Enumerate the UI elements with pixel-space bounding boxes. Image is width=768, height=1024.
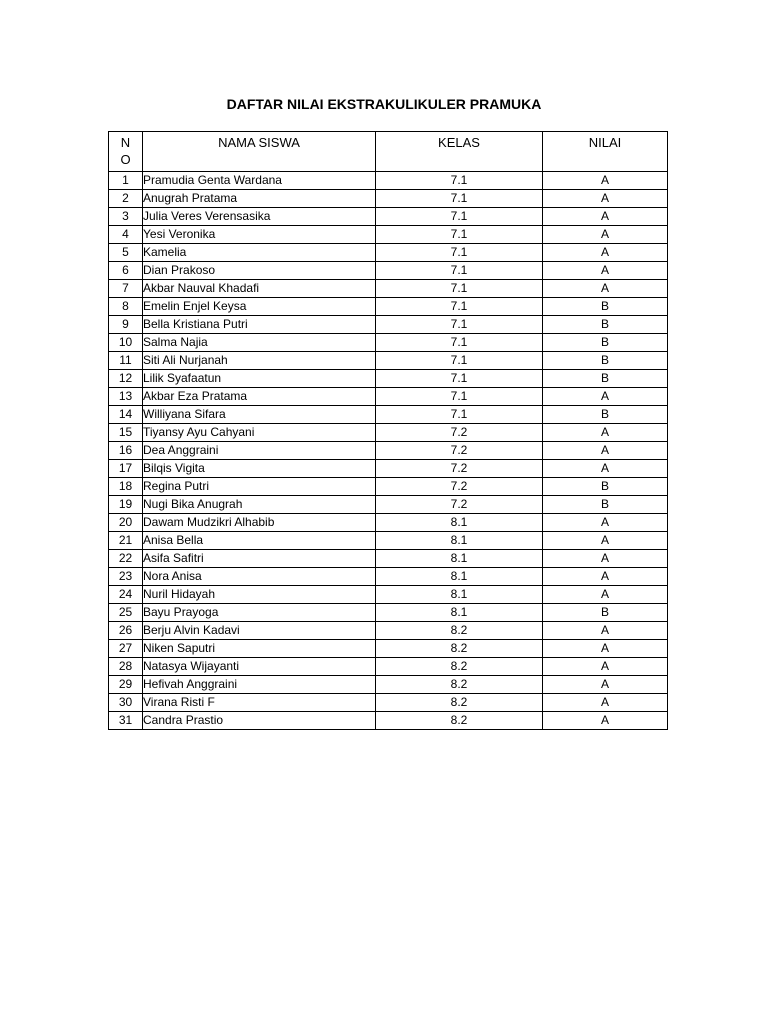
cell-kelas: 8.2 [376,712,543,730]
cell-nilai: A [543,442,668,460]
cell-nilai: A [543,568,668,586]
table-row [109,622,668,640]
table-row [109,568,668,586]
cell-kelas: 7.1 [376,280,543,298]
cell-no: 30 [109,694,143,712]
table-row [109,586,668,604]
cell-nilai: B [543,604,668,622]
cell-nama-siswa: Hefivah Anggraini [143,676,376,694]
cell-nilai: A [543,694,668,712]
table-row [109,676,668,694]
cell-nama-siswa: Emelin Enjel Keysa [143,298,376,316]
table-row [109,298,668,316]
cell-nilai: B [543,478,668,496]
table-row [109,694,668,712]
table-row [109,496,668,514]
table-body [109,172,668,730]
cell-nama-siswa: Tiyansy Ayu Cahyani [143,424,376,442]
cell-no: 13 [109,388,143,406]
header-nama-siswa: NAMA SISWA [143,132,376,172]
cell-nilai: A [543,658,668,676]
cell-nama-siswa: Dawam Mudzikri Alhabib [143,514,376,532]
cell-no: 24 [109,586,143,604]
cell-nilai: B [543,316,668,334]
cell-no: 25 [109,604,143,622]
cell-no: 10 [109,334,143,352]
table-header [109,132,668,172]
cell-kelas: 7.1 [376,406,543,424]
cell-kelas: 8.2 [376,640,543,658]
cell-nilai: A [543,262,668,280]
cell-kelas: 7.1 [376,316,543,334]
cell-nilai: A [543,388,668,406]
table-row [109,640,668,658]
cell-nama-siswa: Akbar Eza Pratama [143,388,376,406]
table-row [109,442,668,460]
cell-no: 4 [109,226,143,244]
cell-nilai: B [543,334,668,352]
cell-nama-siswa: Nuril Hidayah [143,586,376,604]
cell-no: 18 [109,478,143,496]
cell-no: 3 [109,208,143,226]
cell-kelas: 7.1 [376,388,543,406]
cell-no: 19 [109,496,143,514]
table-row [109,658,668,676]
cell-nilai: A [543,712,668,730]
cell-kelas: 7.1 [376,244,543,262]
header-no [109,132,143,172]
cell-no: 15 [109,424,143,442]
cell-kelas: 7.1 [376,298,543,316]
cell-nama-siswa: Asifa Safitri [143,550,376,568]
cell-kelas: 8.1 [376,586,543,604]
cell-nilai: A [543,424,668,442]
cell-nilai: B [543,352,668,370]
table-row [109,514,668,532]
cell-no: 14 [109,406,143,424]
cell-nilai: A [543,172,668,190]
header-kelas: KELAS [376,132,543,172]
cell-nama-siswa: Nora Anisa [143,568,376,586]
table-row [109,550,668,568]
cell-no: 31 [109,712,143,730]
header-nilai: NILAI [543,132,668,172]
table-row [109,334,668,352]
cell-nama-siswa: Berju Alvin Kadavi [143,622,376,640]
cell-kelas: 8.2 [376,622,543,640]
cell-no: 29 [109,676,143,694]
table-row [109,406,668,424]
cell-nilai: A [543,280,668,298]
cell-nama-siswa: Bilqis Vigita [143,460,376,478]
cell-nilai: A [543,208,668,226]
cell-kelas: 8.2 [376,676,543,694]
cell-no: 26 [109,622,143,640]
cell-kelas: 7.1 [376,334,543,352]
cell-nama-siswa: Pramudia Genta Wardana [143,172,376,190]
table-row [109,226,668,244]
table-row [109,244,668,262]
cell-nama-siswa: Anugrah Pratama [143,190,376,208]
table-row [109,460,668,478]
cell-kelas: 7.2 [376,478,543,496]
cell-nama-siswa: Anisa Bella [143,532,376,550]
cell-no: 23 [109,568,143,586]
cell-nilai: A [543,550,668,568]
cell-nilai: A [543,586,668,604]
cell-nama-siswa: Julia Veres Verensasika [143,208,376,226]
cell-kelas: 7.1 [376,208,543,226]
table-row [109,280,668,298]
header-no-line2: O [120,152,131,167]
table-row [109,712,668,730]
cell-no: 16 [109,442,143,460]
cell-no: 28 [109,658,143,676]
table-row [109,388,668,406]
cell-nama-siswa: Lilik Syafaatun [143,370,376,388]
cell-nilai: A [543,676,668,694]
cell-nama-siswa: Williyana Sifara [143,406,376,424]
cell-nilai: A [543,190,668,208]
grades-table [108,131,668,730]
table-row [109,190,668,208]
cell-nilai: B [543,496,668,514]
cell-no: 1 [109,172,143,190]
cell-nilai: B [543,298,668,316]
cell-nilai: B [543,406,668,424]
cell-nama-siswa: Regina Putri [143,478,376,496]
cell-nama-siswa: Nugi Bika Anugrah [143,496,376,514]
table-row [109,172,668,190]
cell-nama-siswa: Bayu Prayoga [143,604,376,622]
cell-nilai: A [543,640,668,658]
cell-nama-siswa: Virana Risti F [143,694,376,712]
cell-kelas: 7.1 [376,226,543,244]
cell-nilai: B [543,370,668,388]
table-row [109,604,668,622]
cell-no: 20 [109,514,143,532]
table-row [109,262,668,280]
table-row [109,352,668,370]
cell-nilai: A [543,514,668,532]
cell-nama-siswa: Akbar Nauval Khadafi [143,280,376,298]
cell-no: 27 [109,640,143,658]
cell-nama-siswa: Bella Kristiana Putri [143,316,376,334]
cell-no: 21 [109,532,143,550]
cell-kelas: 8.1 [376,532,543,550]
cell-no: 6 [109,262,143,280]
cell-nama-siswa: Niken Saputri [143,640,376,658]
cell-kelas: 7.2 [376,460,543,478]
cell-nama-siswa: Kamelia [143,244,376,262]
cell-no: 12 [109,370,143,388]
cell-kelas: 7.2 [376,442,543,460]
cell-nama-siswa: Yesi Veronika [143,226,376,244]
table-row [109,316,668,334]
cell-kelas: 7.2 [376,424,543,442]
cell-kelas: 7.1 [376,172,543,190]
cell-no: 2 [109,190,143,208]
cell-no: 11 [109,352,143,370]
cell-kelas: 8.1 [376,604,543,622]
cell-no: 9 [109,316,143,334]
cell-nama-siswa: Candra Prastio [143,712,376,730]
page-title: DAFTAR NILAI EKSTRAKULIKULER PRAMUKA [226,96,542,112]
cell-kelas: 7.1 [376,190,543,208]
cell-kelas: 7.1 [376,352,543,370]
cell-kelas: 8.2 [376,658,543,676]
cell-kelas: 8.1 [376,514,543,532]
cell-no: 8 [109,298,143,316]
table-row [109,424,668,442]
cell-kelas: 8.2 [376,694,543,712]
table-row [109,478,668,496]
cell-no: 22 [109,550,143,568]
cell-no: 5 [109,244,143,262]
cell-nama-siswa: Salma Najia [143,334,376,352]
table-row [109,532,668,550]
header-no-line1: N [120,135,131,150]
cell-nama-siswa: Natasya Wijayanti [143,658,376,676]
cell-nilai: A [543,622,668,640]
cell-no: 7 [109,280,143,298]
cell-no: 17 [109,460,143,478]
table-row [109,208,668,226]
cell-nilai: A [543,460,668,478]
cell-nilai: A [543,244,668,262]
cell-nama-siswa: Dian Prakoso [143,262,376,280]
cell-nilai: A [543,532,668,550]
cell-kelas: 7.1 [376,370,543,388]
cell-kelas: 8.1 [376,568,543,586]
cell-nama-siswa: Siti Ali Nurjanah [143,352,376,370]
cell-nilai: A [543,226,668,244]
cell-kelas: 7.1 [376,262,543,280]
cell-kelas: 7.2 [376,496,543,514]
cell-nama-siswa: Dea Anggraini [143,442,376,460]
table-row [109,370,668,388]
cell-kelas: 8.1 [376,550,543,568]
header-row [109,132,668,172]
